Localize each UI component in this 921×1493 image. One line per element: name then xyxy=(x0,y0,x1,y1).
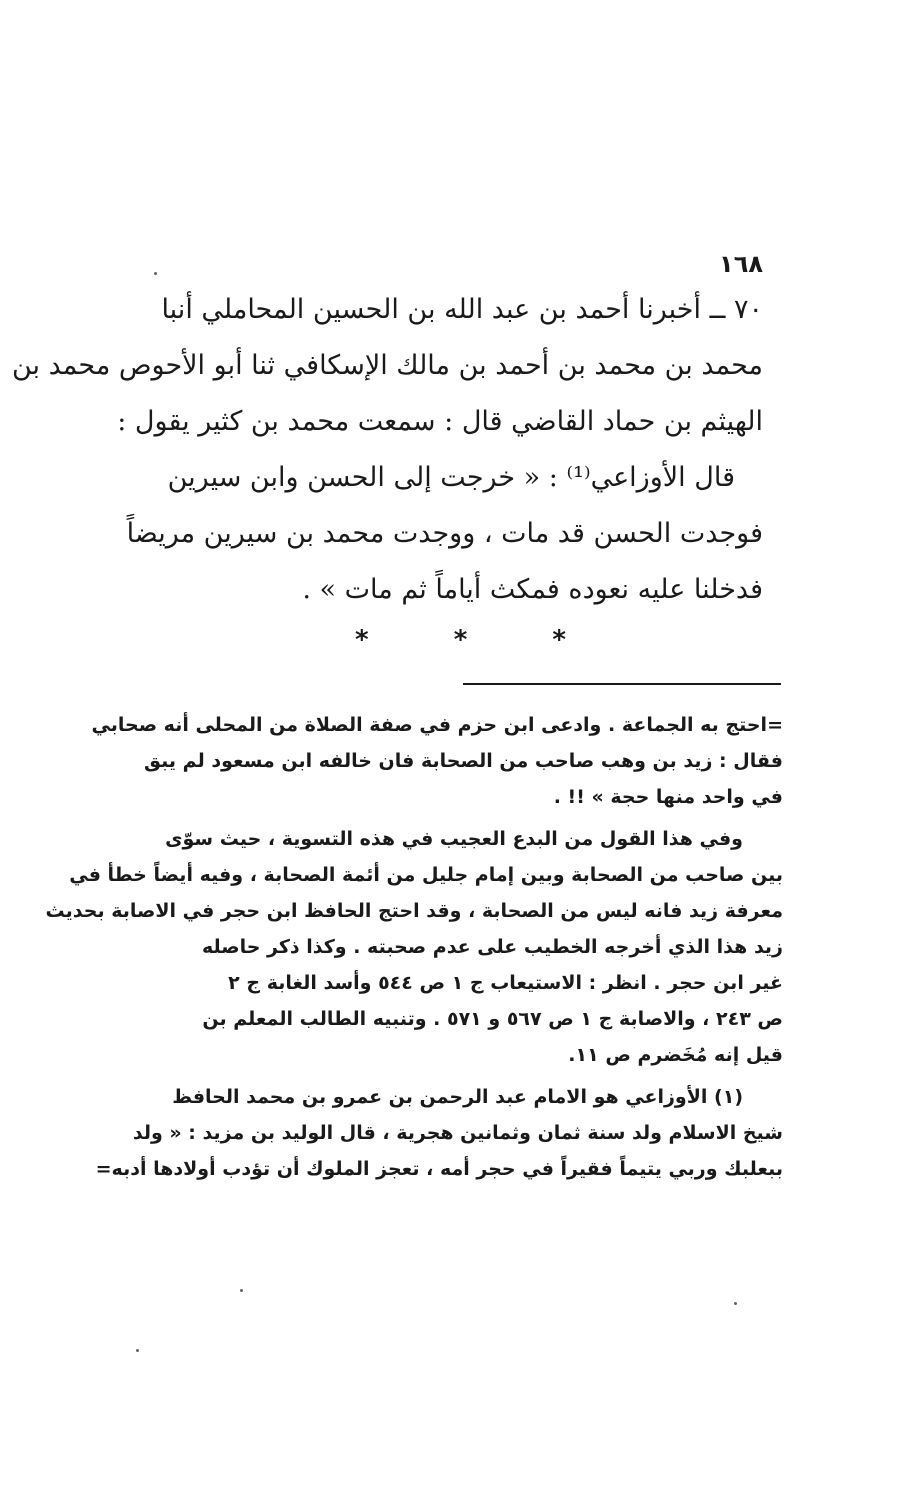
page-number: ١٦٨ xyxy=(719,250,763,278)
section-separator: * * * xyxy=(355,625,604,655)
main-text-line: فوجدت الحسن قد مات ، ووجدت محمد بن سيرين مريضاً xyxy=(126,518,763,549)
footnote-line: وفي هذا القول من البدع العجيب في هذه التسوية ، حيث سوّى xyxy=(165,828,743,850)
footnote-line: بين صاحب من الصحابة وبين إمام جليل من أئمة الصحابة ، وفيه أيضاً خطأ في xyxy=(69,864,783,886)
footnote-line: فقال : زيد بن وهب صاحب من الصحابة فان خالفه ابن مسعود لم يبق xyxy=(144,750,783,772)
footnote-divider xyxy=(463,683,781,685)
main-text xyxy=(11,282,763,618)
footnote-line: شيخ الاسلام ولد سنة ثمان وثمانين هجرية ، قال الوليد بن مزيد : « ولد xyxy=(132,1122,783,1144)
main-text-line: محمد بن محمد بن أحمد بن مالك الإسكافي ثنا أبو الأحوص محمد بن xyxy=(11,350,763,381)
footnote-line: معرفة زيد فانه ليس من الصحابة ، وقد احتج الحافظ ابن حجر في الاصابة بحديث xyxy=(45,900,783,922)
footnote-line: في واحد منها حجة » !! . xyxy=(553,786,783,808)
scan-speck xyxy=(154,272,157,275)
footnote-line: ص ٢٤٣ ، والاصابة ج ١ ص ٥٦٧ و ٥٧١ . وتنبيه الطالب المعلم بن xyxy=(202,1008,783,1030)
scan-speck xyxy=(734,1302,737,1305)
scan-speck xyxy=(240,1289,243,1292)
main-text-line: فدخلنا عليه نعوده فمكث أياماً ثم مات » . xyxy=(302,574,763,605)
footnote-line: زيد هذا الذي أخرجه الخطيب على عدم صحبته . وكذا ذكر حاصله xyxy=(201,936,783,958)
main-text-line: قال الأوزاعي⁽¹⁾ : « خرجت إلى الحسن وابن سيرين xyxy=(167,462,735,493)
scan-speck xyxy=(136,1349,139,1352)
footnote-line: =احتج به الجماعة . وادعى ابن حزم في صفة الصلاة من المحلى أنه صحابي xyxy=(91,714,783,736)
footnote-line: قيل إنه مُخَضرم ص ١١. xyxy=(568,1044,783,1066)
main-text-line: الهيثم بن حماد القاضي قال : سمعت محمد بن كثير يقول : xyxy=(117,406,763,437)
footnotes xyxy=(45,707,783,1187)
main-text-line: ٧٠ ــ أخبرنا أحمد بن عبد الله بن الحسين المحاملي أنبا xyxy=(161,294,763,325)
footnote-line: غير ابن حجر . انظر : الاستيعاب ج ١ ص ٥٤٤ وأسد الغابة ج ٢ xyxy=(228,972,783,994)
footnote-line: ببعلبك وربي يتيماً فقيراً في حجر أمه ، تعجز الملوك أن تؤدب أولادها أدبه= xyxy=(95,1158,783,1180)
footnote-line: (١) الأوزاعي هو الامام عبد الرحمن بن عمرو بن محمد الحافظ xyxy=(172,1086,743,1108)
